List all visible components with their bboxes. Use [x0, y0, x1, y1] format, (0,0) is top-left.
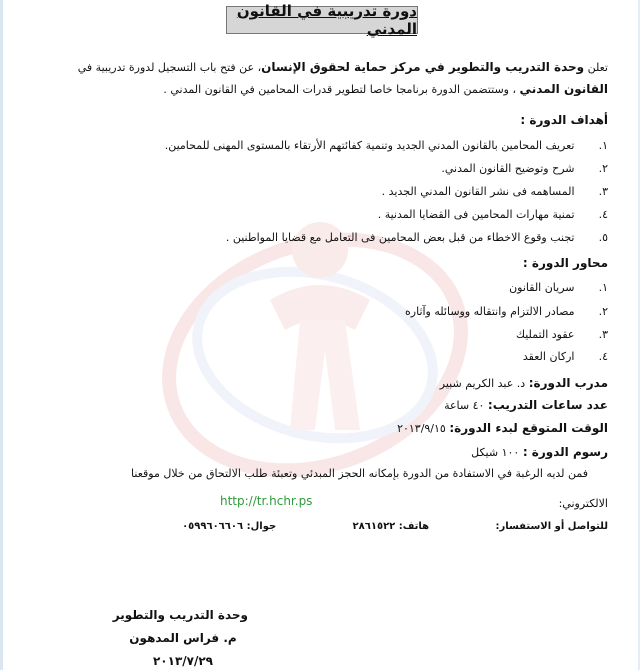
list-text: المساهمه فى نشر القانون المدني الجديد . — [381, 185, 575, 198]
list-number: ١. — [598, 281, 608, 294]
signature-date: ٢٠١٣/٧/٢٩ — [152, 654, 214, 668]
intro-line-2 — [163, 82, 608, 96]
list-text: اركان العقد — [522, 350, 575, 363]
trainer-label: مدرب الدورة: — [528, 376, 608, 390]
axis-item-3 — [516, 328, 608, 341]
contact-phone: هاتف: ٢٨٦١٥٢٢ — [352, 521, 430, 532]
start-date-row — [397, 421, 608, 435]
list-text: عقود التمليك — [515, 328, 575, 341]
contact-row — [182, 521, 608, 532]
start-date-value: ٢٠١٣/٩/١٥ — [397, 422, 450, 435]
axis-item-2 — [405, 305, 608, 318]
title-banner — [226, 2, 418, 38]
watermark-logo-icon — [150, 180, 480, 510]
list-text: شرح وتوضيح القانون المدني. — [441, 162, 575, 175]
intro-text-1: تعلن — [584, 61, 608, 74]
intro-text-3: ، وستتضمن الدورة برنامجا خاصا لتطوير قدرات المحامين في القانون المدني . — [163, 83, 520, 96]
fees-row — [471, 445, 608, 459]
trainer-row — [440, 376, 608, 390]
page-title: دورة تدريبية في القانون المدني — [236, 2, 417, 38]
list-number: ٢. — [598, 305, 608, 318]
trainer-value: د. عبد الكريم شبير — [439, 377, 529, 390]
list-text: مصادر الالتزام وانتقاله ووسائله وآثاره — [405, 305, 575, 318]
list-number: ٢. — [598, 162, 608, 175]
goal-item-3 — [382, 185, 608, 198]
page-edge-left — [0, 0, 3, 670]
list-text: سريان القانون — [509, 281, 575, 294]
list-text: تعريف المحامين بالقانون المدني الجديد وتنمية كفائتهم الأرتقاء بالمستوى المهنى للمحامين. — [164, 139, 575, 152]
fees-value: ١٠٠ شيكل — [471, 446, 523, 459]
registration-line-2: الالكتروني: — [558, 497, 608, 510]
start-date-label: الوقت المتوقع لبدء الدورة: — [449, 421, 608, 435]
contact-mobile: جوال: ٠٥٩٩٦٠٦٦٠٦ — [182, 521, 277, 532]
goals-heading: أهداف الدورة : — [520, 113, 608, 127]
fees-label: رسوم الدورة : — [522, 445, 608, 459]
signature-name: م. فراس المدهون — [129, 631, 237, 645]
list-number: ٥. — [598, 231, 608, 244]
list-number: ١. — [598, 139, 608, 152]
intro-line-1 — [78, 60, 608, 74]
goal-item-5 — [226, 231, 608, 244]
hours-row — [444, 398, 608, 412]
hours-value: ٤٠ ساعة — [444, 399, 488, 412]
hours-label: عدد ساعات التدريب: — [487, 398, 608, 412]
list-number: ٤. — [598, 350, 608, 363]
list-text: تجنب وقوع الاخطاء من قبل بعض المحامين فى التعامل مع قضايا المواطنين . — [225, 231, 575, 244]
list-text: تمنية مهارات المحامين فى القضايا المدنية . — [377, 208, 575, 221]
course-name: القانون المدني — [519, 82, 608, 96]
website-link[interactable]: http://tr.hchr.ps — [220, 494, 313, 508]
list-number: ٣. — [598, 185, 608, 198]
goal-item-2 — [441, 162, 608, 175]
contact-label: للتواصل أو الاستفسار: — [495, 521, 608, 532]
axis-item-1 — [509, 281, 608, 294]
registration-line-1: فمن لديه الرغبة في الاستفادة من الدورة بإمكانه الحجز المبدئي وتعبئة طلب الالتحاق من خلال موقعنا — [131, 467, 588, 480]
list-number: ٣. — [598, 328, 608, 341]
intro-text-2: ، عن فتح باب التسجيل لدورة تدريبية في — [77, 61, 262, 74]
organization-name: وحدة التدريب والتطوير في مركز حماية لحقوق الإنسان — [261, 60, 585, 74]
axes-heading: محاور الدورة : — [522, 256, 608, 270]
signature-unit: وحدة التدريب والتطوير — [112, 608, 248, 622]
goal-item-1 — [165, 139, 608, 152]
goal-item-4 — [378, 208, 608, 221]
axis-item-4 — [523, 350, 608, 363]
list-number: ٤. — [598, 208, 608, 221]
